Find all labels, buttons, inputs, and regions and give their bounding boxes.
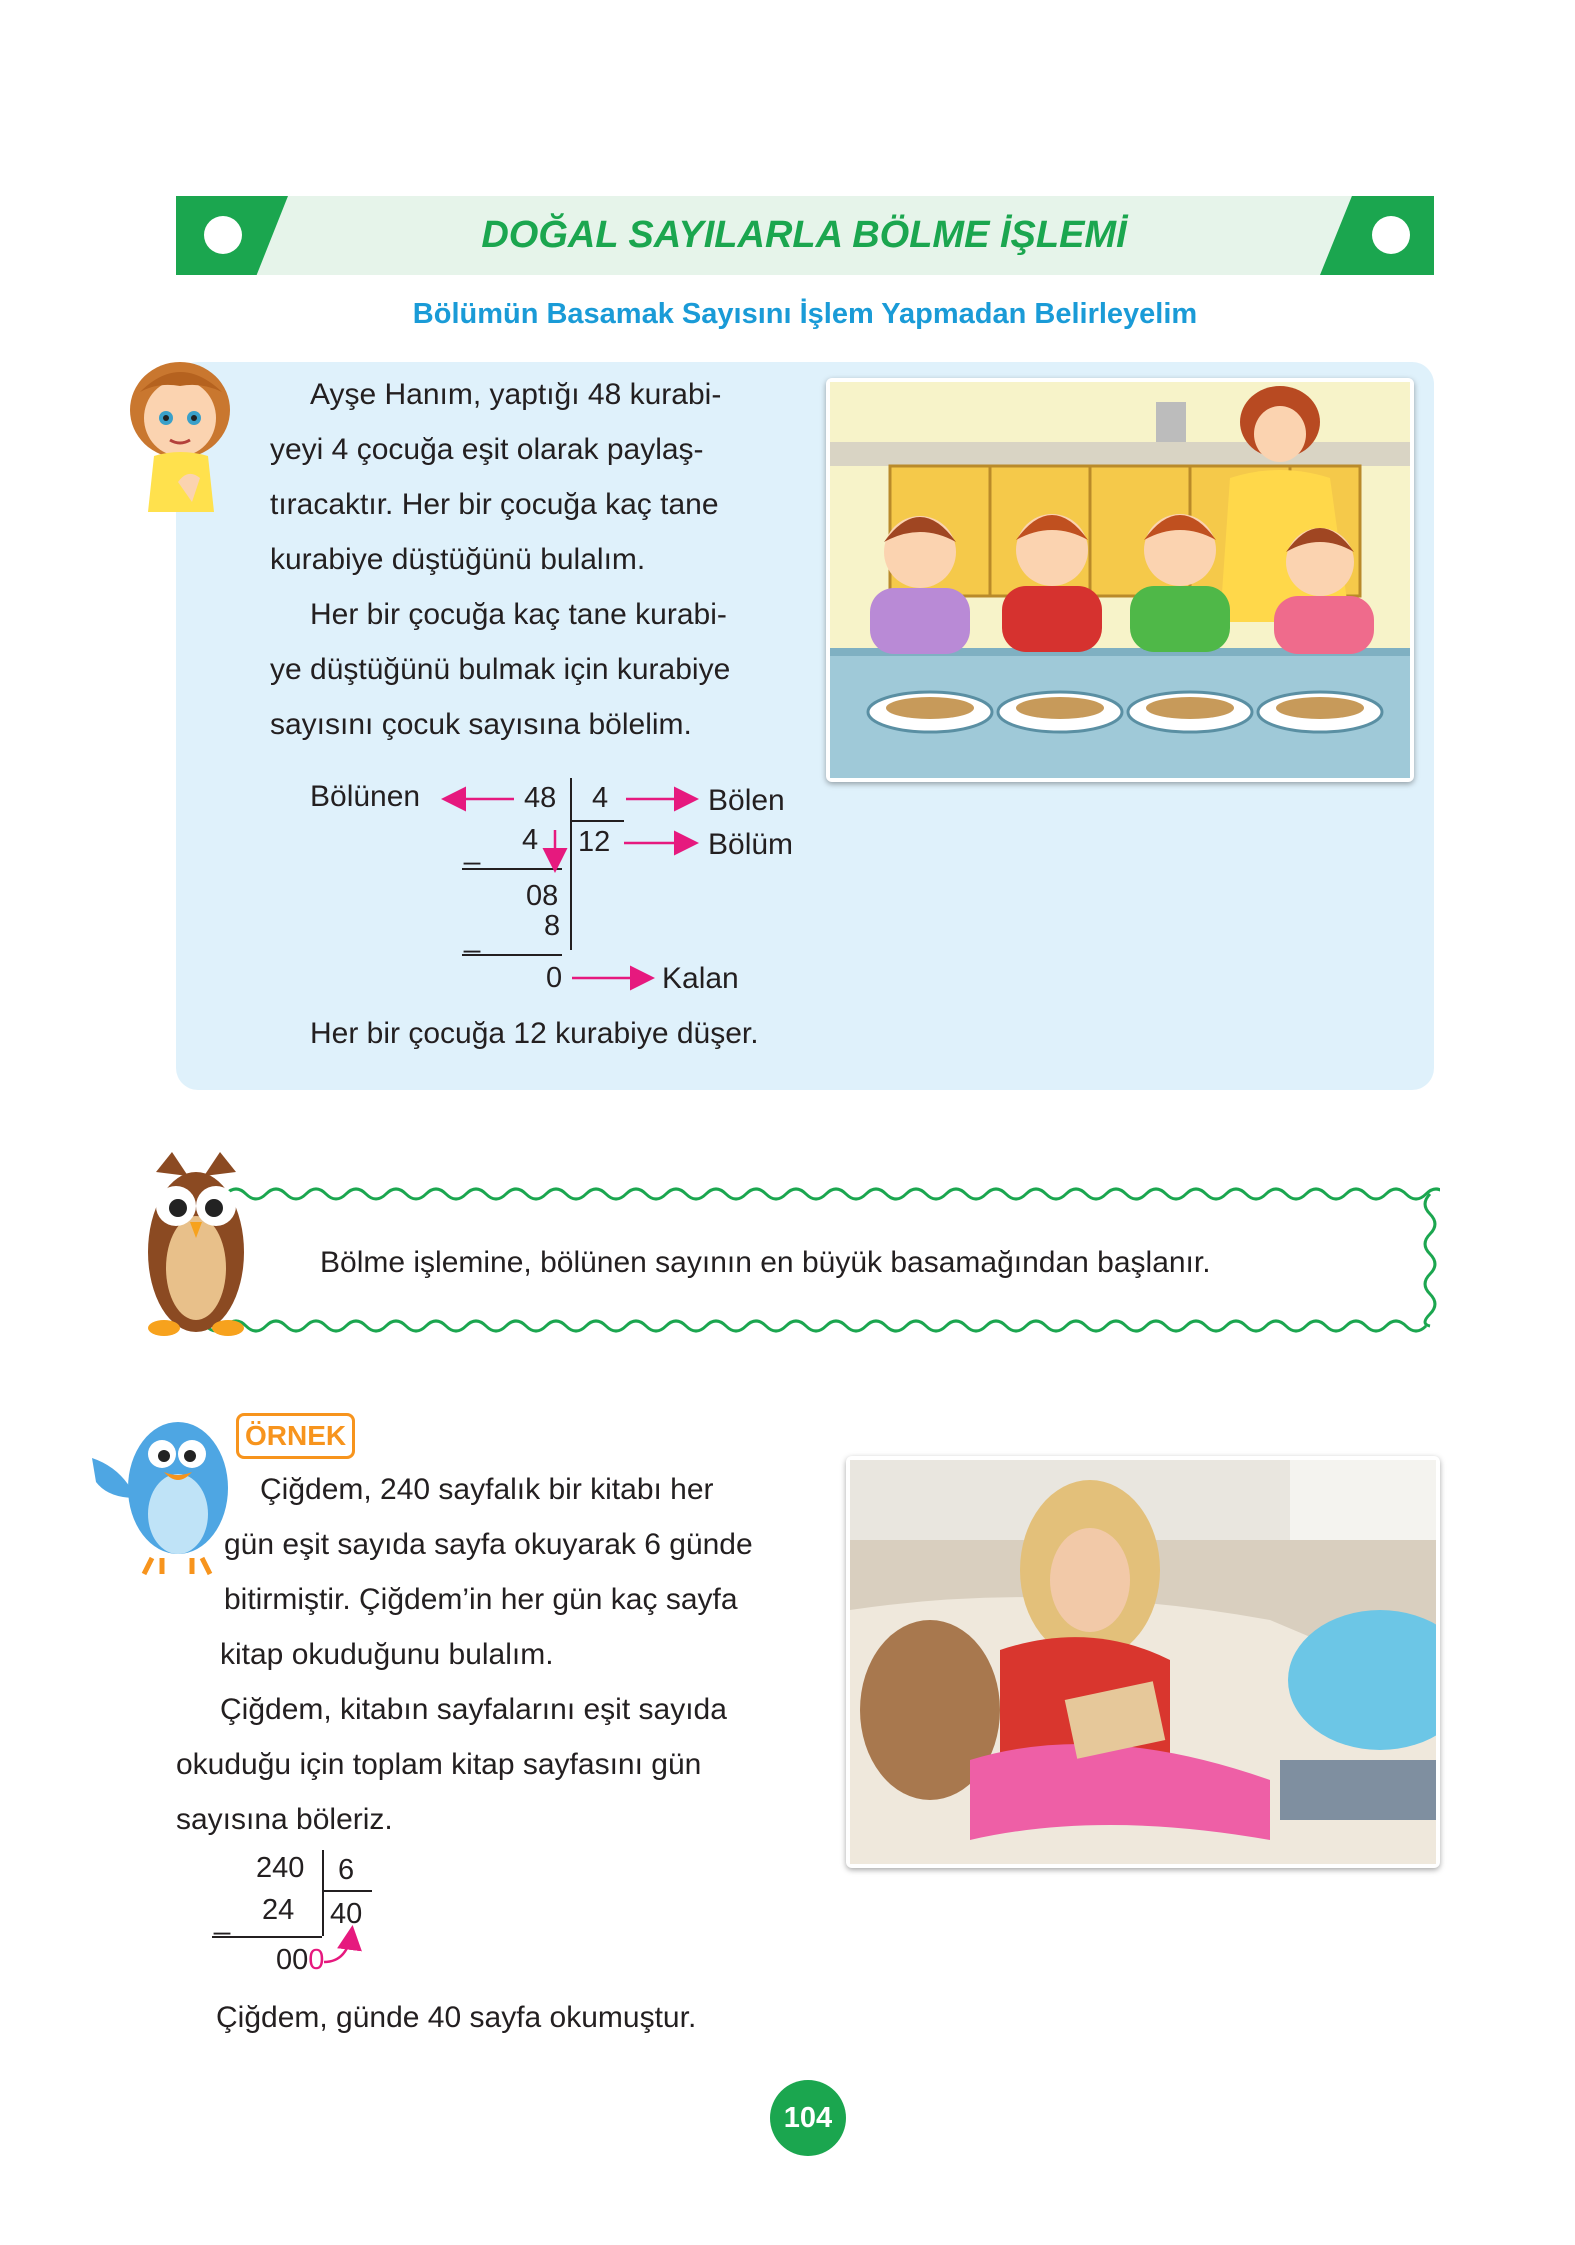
example-line-6: okuduğu için toplam kitap sayfasını gün: [176, 1748, 702, 1781]
example-divisor-underline: [324, 1890, 372, 1892]
quotient-value: 12: [578, 826, 611, 858]
page-title: DOĞAL SAYILARLA BÖLME İŞLEMİ: [481, 214, 1127, 256]
example-minus-sign: _: [214, 1904, 231, 1936]
page-number: 104: [770, 2080, 846, 2156]
example-step1: 24: [262, 1894, 295, 1926]
example-line-3: bitirmiştir. Çiğdem’in her gün kaç sayfa: [224, 1583, 738, 1616]
example-badge: ÖRNEK: [236, 1413, 355, 1459]
step3-value: 8: [544, 910, 561, 942]
example-quotient: 40: [330, 1898, 363, 1930]
reading-girl-photo: [850, 1460, 1436, 1864]
problem1-result: Her bir çocuğa 12 kurabiye düşer.: [310, 1017, 759, 1050]
minus-sign-1: _: [464, 834, 481, 866]
problem1-line-2: yeyi 4 çocuğa eşit olarak paylaş-: [270, 433, 704, 466]
note-text: Bölme işlemine, bölünen sayının en büyük basamağından başlanır.: [320, 1246, 1211, 1279]
step2-value: 08: [526, 880, 559, 912]
problem1-line-6: ye düştüğünü bulmak için kurabiye: [270, 653, 731, 686]
example-dividend: 240: [256, 1852, 305, 1884]
example-result: Çiğdem, günde 40 sayfa okumuştur.: [216, 2001, 697, 2034]
quotient-label: Bölüm: [708, 828, 794, 861]
owl-character-icon: [142, 1152, 250, 1338]
example-line-7: sayısına böleriz.: [176, 1803, 393, 1836]
dividend-value: 48: [524, 782, 557, 814]
step1-value: 4: [522, 824, 539, 856]
example-curved-arrow-icon: [300, 1900, 380, 1980]
remainder-label: Kalan: [662, 962, 739, 995]
remainder-value: 0: [546, 962, 563, 994]
example-divisor: 6: [338, 1854, 355, 1886]
example-line-2: gün eşit sayıda sayfa okuyarak 6 günde: [224, 1528, 753, 1561]
divisor-value: 4: [592, 782, 609, 814]
section-subtitle: Bölümün Basamak Sayısını İşlem Yapmadan Belirleyelim: [412, 298, 1198, 330]
problem1-line-3: tıracaktır. Her bir çocuğa kaç tane: [270, 488, 719, 521]
example-line-1: Çiğdem, 240 sayfalık bir kitabı her: [260, 1473, 714, 1506]
division-arrows: [0, 0, 1575, 1100]
example-remainder-black: 00: [276, 1944, 309, 1976]
problem1-line-7: sayısını çocuk sayısına bölelim.: [270, 708, 692, 741]
example-line-4: kitap okuduğunu bulalım.: [220, 1638, 554, 1671]
problem1-line-5: Her bir çocuğa kaç tane kurabi-: [310, 598, 727, 631]
problem1-line-1: Ayşe Hanım, yaptığı 48 kurabi-: [310, 378, 722, 411]
problem1-line-4: kurabiye düştüğünü bulalım.: [270, 543, 646, 576]
example-remainder-pink: 0: [308, 1944, 325, 1976]
minus-sign-2: _: [464, 922, 481, 954]
example-line-5: Çiğdem, kitabın sayfalarını eşit sayıda: [220, 1693, 727, 1726]
dividend-label: Bölünen: [310, 780, 421, 813]
reading-girl-photo-frame: [846, 1456, 1440, 1868]
divisor-label: Bölen: [708, 784, 785, 817]
